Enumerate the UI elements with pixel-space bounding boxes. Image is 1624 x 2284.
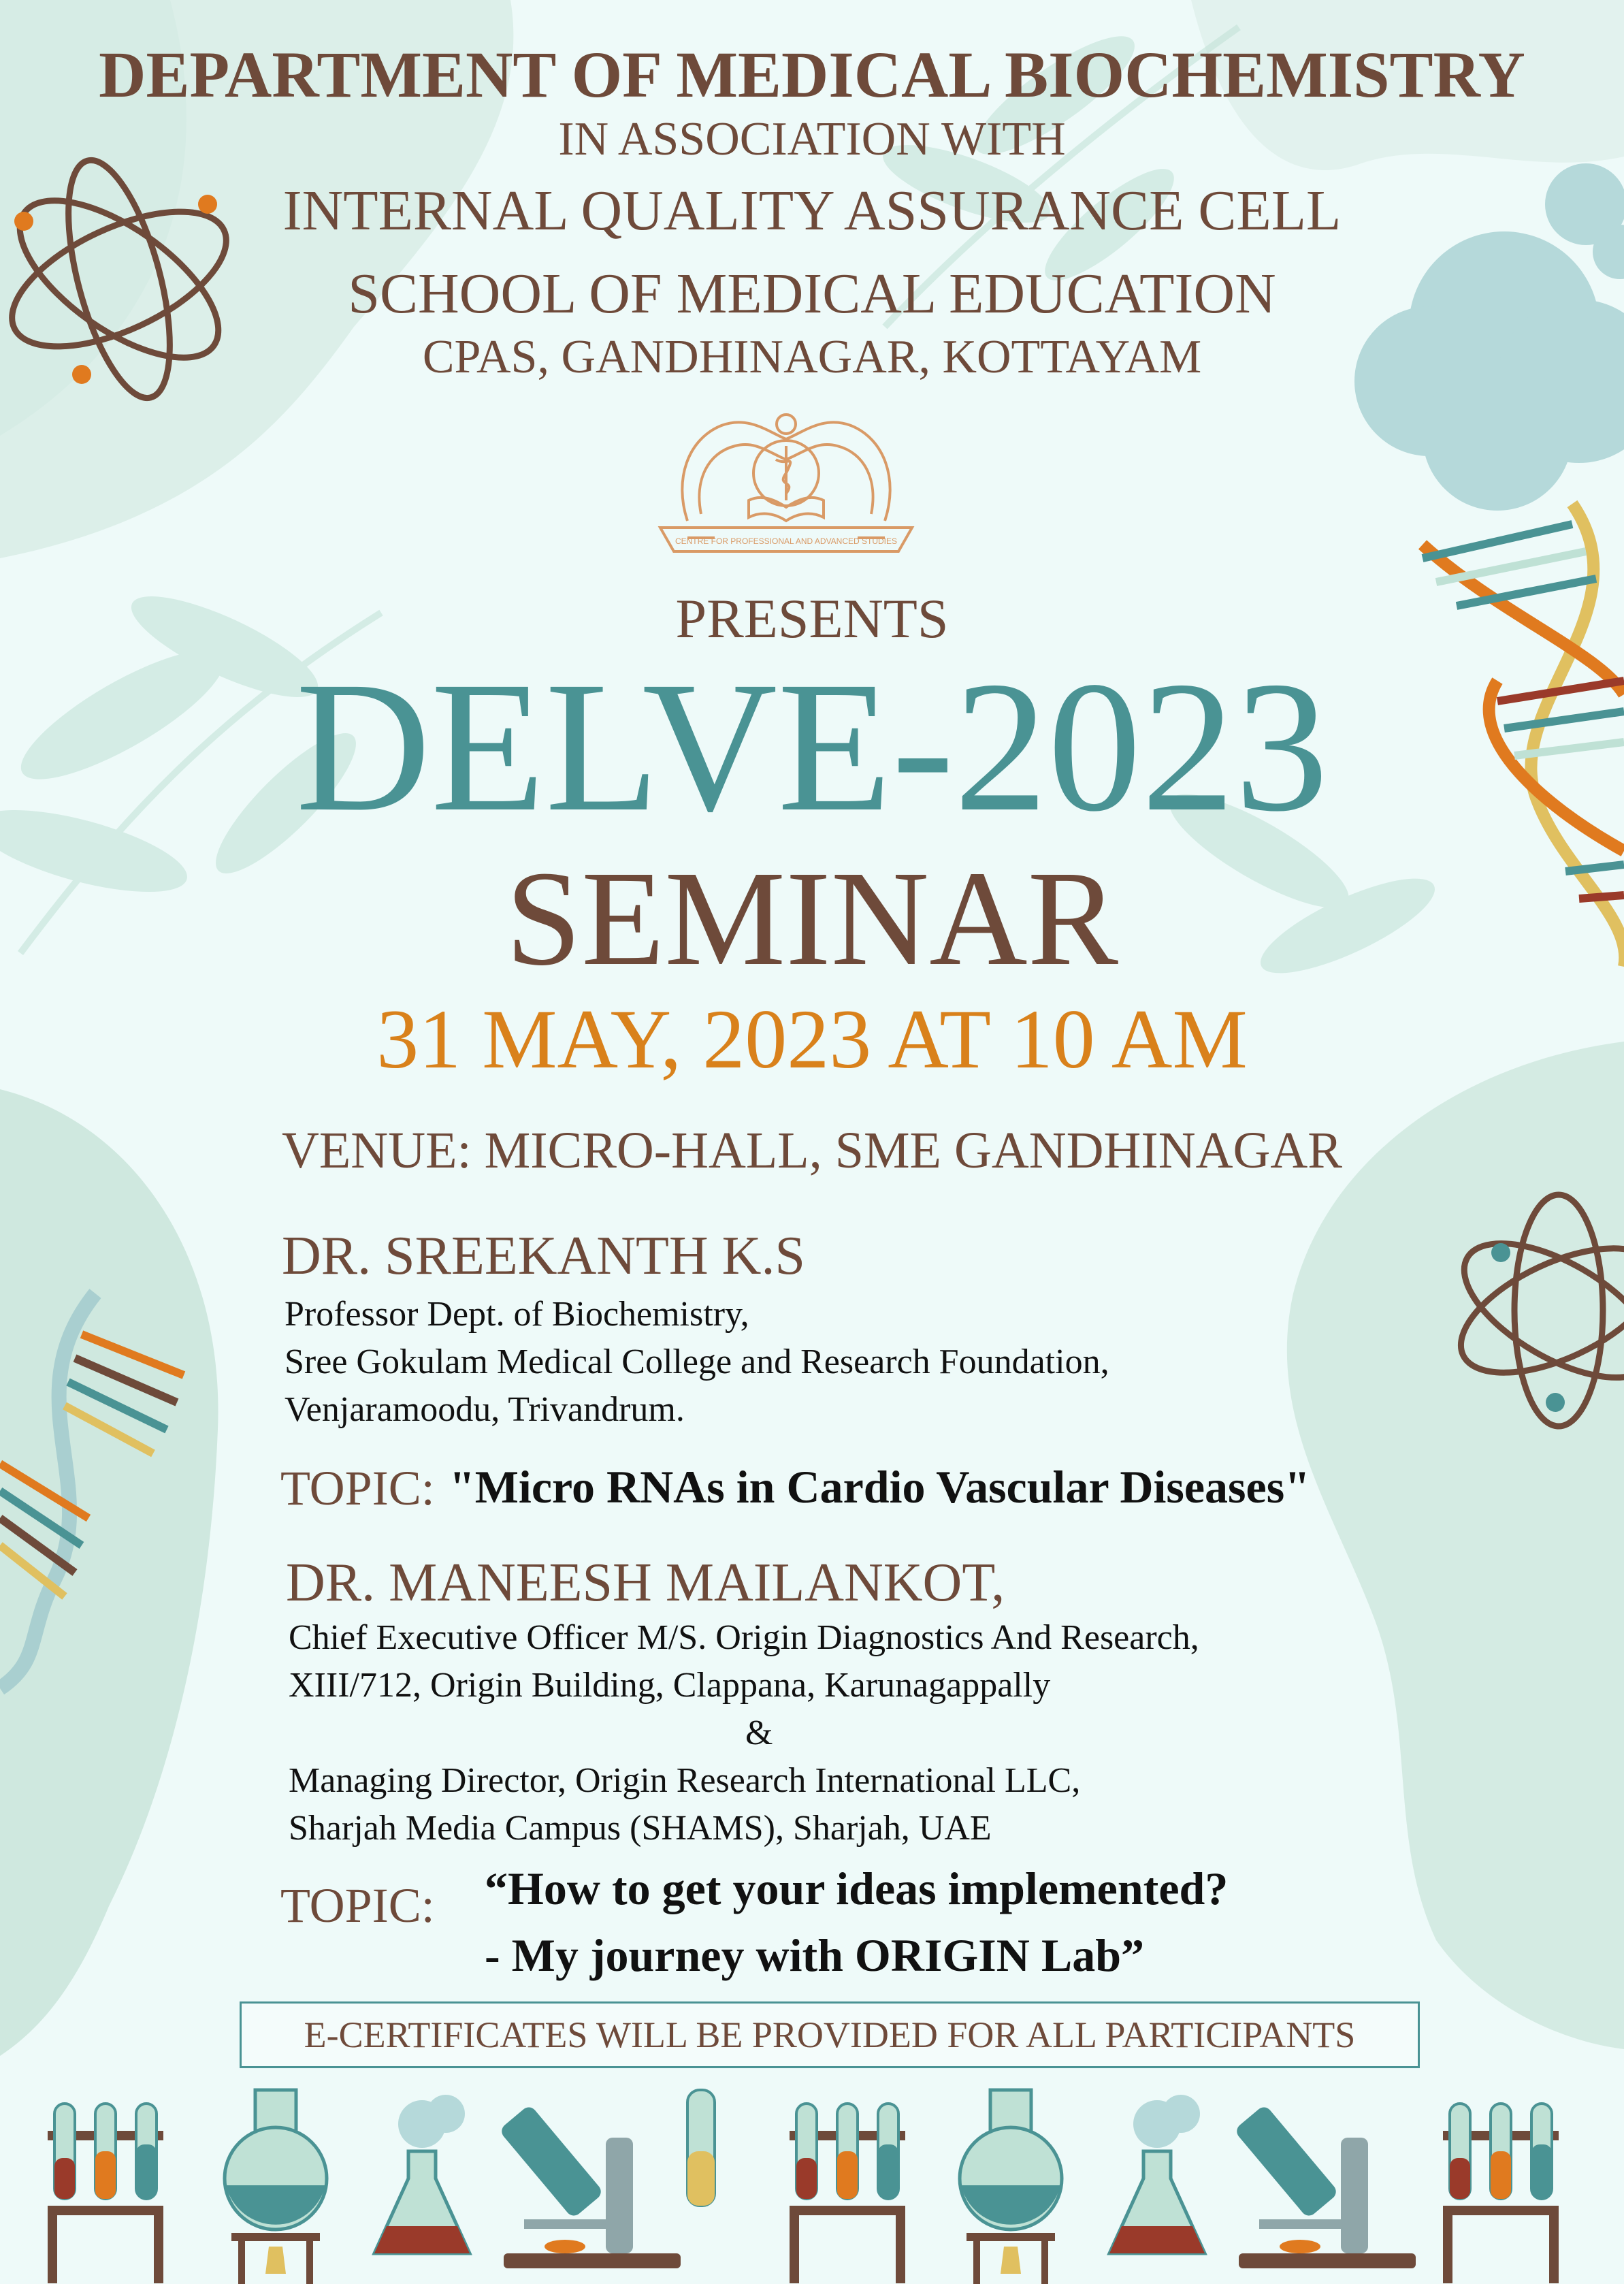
event-subtitle: SEMINAR — [505, 843, 1119, 994]
test-tube-icon — [790, 2104, 905, 2283]
microscope-icon — [498, 2104, 681, 2268]
test-tube-icon — [1443, 2104, 1559, 2283]
location-line: CPAS, GANDHINAGAR, KOTTAYAM — [422, 331, 1202, 383]
test-tube-icon — [48, 2104, 163, 2283]
right-lower-blob — [1287, 1042, 1624, 2049]
speaker1-topic-label: TOPIC: — [280, 1461, 435, 1515]
speaker2-topic-line: - My journey with ORIGIN Lab” — [485, 1929, 1145, 1981]
speaker2-ampersand: & — [745, 1714, 773, 1752]
event-venue: VENUE: MICRO-HALL, SME GANDHINAGAR — [282, 1122, 1342, 1179]
speaker2-topic-label: TOPIC: — [280, 1878, 435, 1933]
test-tube-icon — [687, 2090, 715, 2206]
school-line: SCHOOL OF MEDICAL EDUCATION — [348, 262, 1276, 325]
speaker1-topic: "Micro RNAs in Cardio Vascular Diseases" — [449, 1461, 1310, 1513]
microscope-icon — [1233, 2104, 1416, 2268]
lab-equipment-row — [48, 2090, 1559, 2284]
emblem-ring-text: CENTRE FOR PROFESSIONAL AND ADVANCED STUDIES — [675, 536, 898, 546]
event-datetime: 31 MAY, 2023 AT 10 AM — [376, 993, 1248, 1086]
department-title: DEPARTMENT OF MEDICAL BIOCHEMISTRY — [99, 38, 1525, 111]
cpas-emblem-icon — [647, 398, 926, 568]
flask-icon — [374, 2095, 470, 2253]
event-title: DELVE-2023 — [295, 643, 1329, 850]
flask-icon — [960, 2090, 1062, 2284]
flask-icon — [225, 2090, 327, 2284]
certificate-note: E-CERTIFICATES WILL BE PROVIDED FOR ALL PARTICIPANTS — [304, 2014, 1356, 2055]
speaker1-affiliation-line: Professor Dept. of Biochemistry, — [285, 1295, 749, 1334]
speaker2-topic-line: “How to get your ideas implemented? — [485, 1863, 1229, 1914]
association-line: IN ASSOCIATION WITH — [558, 113, 1066, 165]
speaker2-affiliation-line: Chief Executive Officer M/S. Origin Diagnostics And Research, — [289, 1618, 1199, 1657]
certificate-banner — [240, 2001, 1420, 2068]
speaker2-affiliation-line: Managing Director, Origin Research International LLC, — [289, 1761, 1081, 1800]
speaker1-affiliation-line: Venjaramoodu, Trivandrum. — [285, 1390, 685, 1429]
burner-icon — [265, 2247, 286, 2274]
speaker1-affiliation-line: Sree Gokulam Medical College and Research Foundation, — [285, 1342, 1109, 1381]
speaker2-name: DR. MANEESH MAILANKOT, — [286, 1553, 1005, 1613]
flask-icon — [1109, 2095, 1205, 2253]
iqac-line: INTERNAL QUALITY ASSURANCE CELL — [282, 179, 1342, 242]
presents-label: PRESENTS — [675, 588, 949, 649]
speaker1-name: DR. SREEKANTH K.S — [282, 1226, 805, 1286]
speaker2-affiliation-line: Sharjah Media Campus (SHAMS), Sharjah, UAE — [289, 1809, 992, 1848]
speaker2-affiliation-line: XIII/712, Origin Building, Clappana, Karunagappally — [289, 1666, 1051, 1705]
burner-icon — [1001, 2247, 1021, 2274]
